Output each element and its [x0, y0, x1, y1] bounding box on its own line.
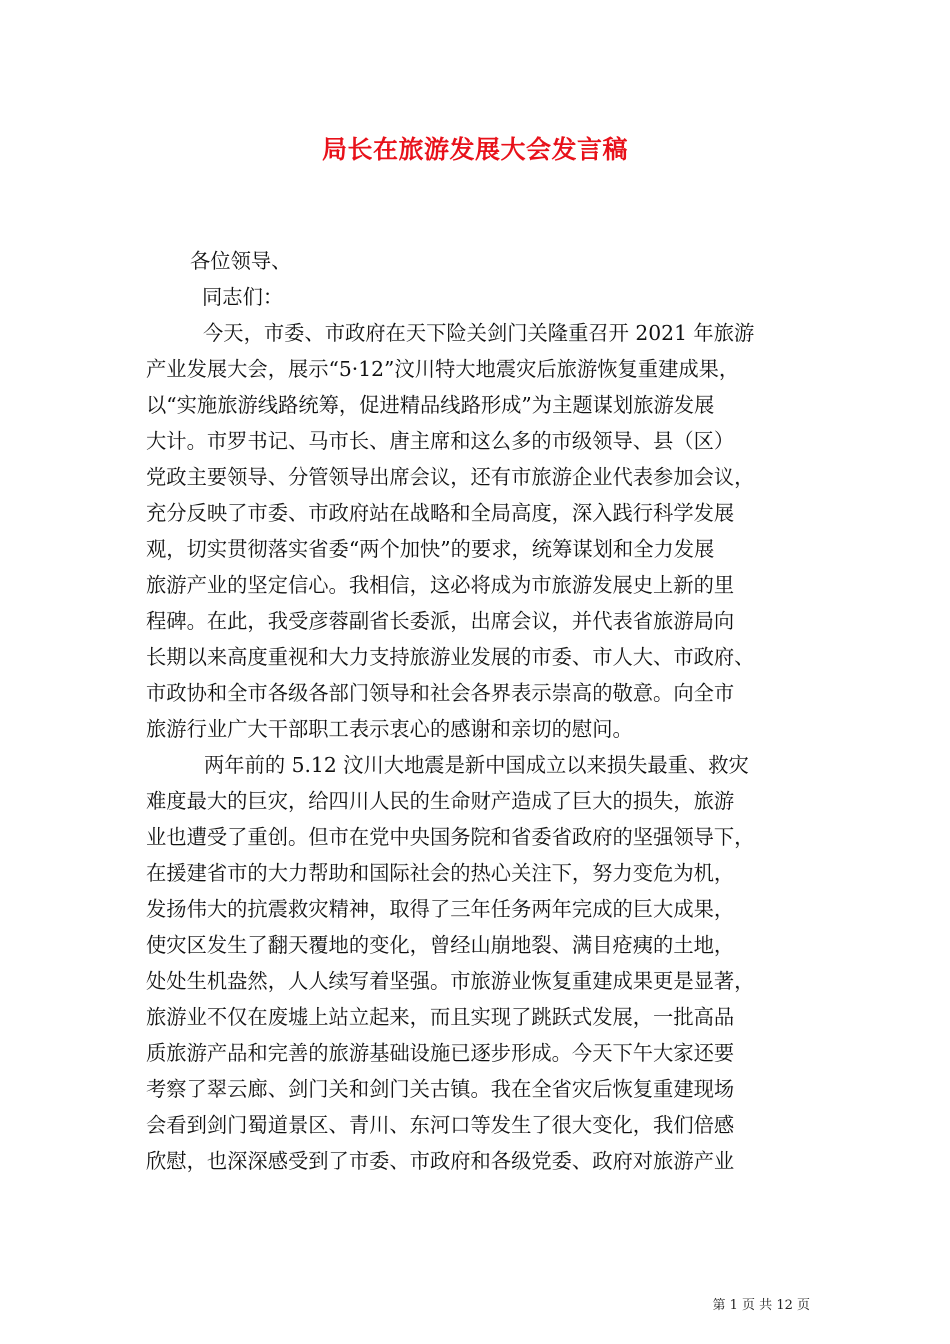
- paragraph-line: 考察了翠云廊、剑门关和剑门关古镇。我在全省灾后恢复重建现场: [146, 1077, 735, 1101]
- paragraph-line: 长期以来高度重视和大力支持旅游业发展的市委、市人大、市政府、: [146, 645, 755, 669]
- paragraph-line: 会看到剑门蜀道景区、青川、东河口等发生了很大变化，我们倍感: [146, 1113, 735, 1137]
- paragraph-line: 旅游产业的坚定信心。我相信，这必将成为市旅游发展史上新的里: [146, 573, 735, 597]
- paragraph-line: 大计。市罗书记、马市长、唐主席和这么多的市级领导、县（区）: [146, 429, 735, 453]
- paragraph-line: 市政协和全市各级各部门领导和社会各界表示崇高的敬意。向全市: [146, 681, 735, 705]
- paragraph-line: 处处生机盎然，人人续写着坚强。市旅游业恢复重建成果更是显著，: [146, 969, 755, 993]
- paragraph-line: 党政主要领导、分管领导出席会议，还有市旅游企业代表参加会议，: [146, 465, 755, 489]
- paragraph-line: 充分反映了市委、市政府站在战略和全局高度，深入践行科学发展: [146, 501, 735, 525]
- paragraph-line: 程碑。在此，我受彦蓉副省长委派，出席会议，并代表省旅游局向: [146, 609, 735, 633]
- paragraph-line: 发扬伟大的抗震救灾精神，取得了三年任务两年完成的巨大成果，: [146, 897, 735, 921]
- paragraph-line: 业也遭受了重创。但市在党中央国务院和省委省政府的坚强领导下，: [146, 825, 755, 849]
- salutation-line: 同志们：: [202, 285, 284, 309]
- document-title: 局长在旅游发展大会发言稿: [321, 135, 628, 164]
- page-number-footer: 第 1 页 共 12 页: [712, 1298, 810, 1313]
- paragraph-line: 在援建省市的大力帮助和国际社会的热心关注下，努力变危为机，: [146, 861, 735, 885]
- paragraph-line: 使灾区发生了翻天覆地的变化，曾经山崩地裂、满目疮痍的土地，: [146, 933, 735, 957]
- paragraph-line: 难度最大的巨灾，给四川人民的生命财产造成了巨大的损失，旅游: [146, 789, 735, 813]
- paragraph-line: 旅游业不仅在废墟上站立起来，而且实现了跳跃式发展，一批高品: [146, 1005, 735, 1029]
- paragraph-line: 观，切实贯彻落实省委“两个加快”的要求，统筹谋划和全力发展: [146, 537, 715, 561]
- paragraph-line: 产业发展大会，展示“5·12”汶川特大地震灾后旅游恢复重建成果，: [146, 357, 740, 381]
- paragraph-first-line: 今天，市委、市政府在天下险关剑门关隆重召开 2021 年旅游: [203, 321, 755, 345]
- paragraph-line: 以“实施旅游线路统筹，促进精品线路形成”为主题谋划旅游发展: [146, 393, 715, 417]
- paragraph-line: 质旅游产品和完善的旅游基础设施已逐步形成。今天下午大家还要: [146, 1041, 735, 1065]
- salutation-line: 各位领导、: [190, 249, 292, 273]
- paragraph-line: 欣慰，也深深感受到了市委、市政府和各级党委、政府对旅游产业: [146, 1149, 735, 1173]
- document-body: [146, 243, 810, 1179]
- paragraph-line: 旅游行业广大干部职工表示衷心的感谢和亲切的慰问。: [146, 717, 633, 741]
- paragraph-first-line: 两年前的 5.12 汶川大地震是新中国成立以来损失最重、救灾: [204, 753, 749, 777]
